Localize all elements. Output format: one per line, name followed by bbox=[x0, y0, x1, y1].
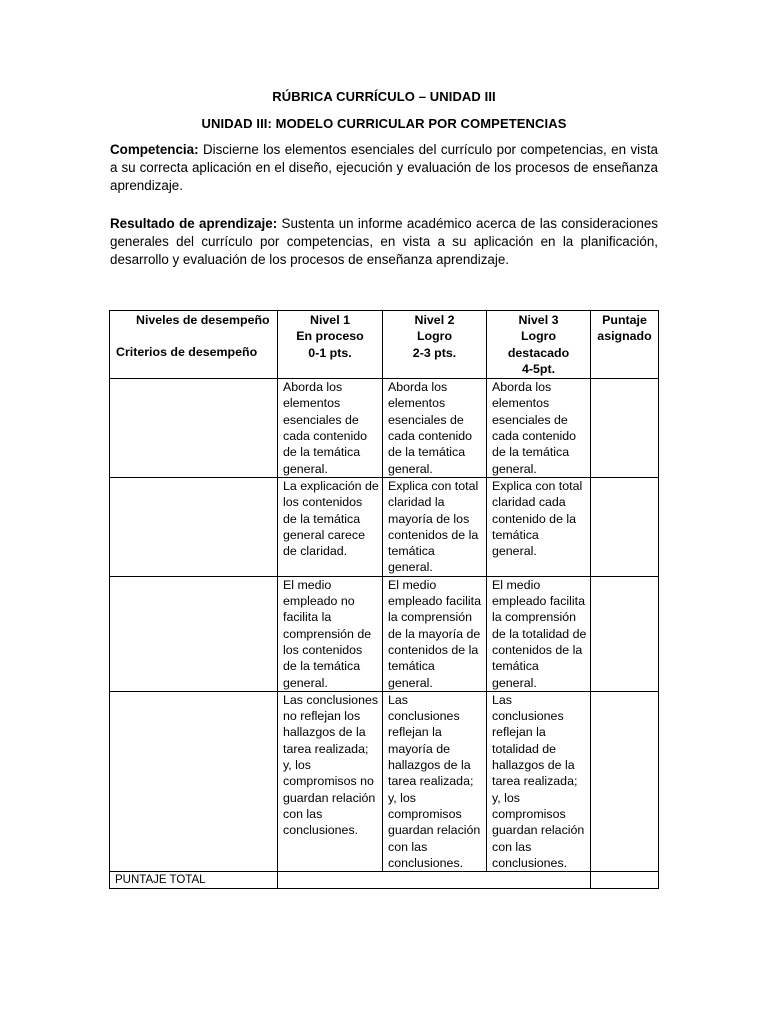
total-value-cell bbox=[591, 872, 659, 889]
nivel-3-cell: Explica con total claridad cada contenido de la temática general. bbox=[487, 477, 591, 576]
total-label: PUNTAJE TOTAL bbox=[110, 872, 278, 889]
puntaje-cell bbox=[591, 379, 659, 478]
header-puntaje: Puntaje asignado bbox=[591, 311, 659, 379]
nivel-1-cell: La explicación de los contenidos de la temática general carece de claridad. bbox=[278, 477, 383, 576]
total-row bbox=[110, 872, 659, 889]
nivel-2-cell: Las conclusiones reflejan la mayoría de hallazgos de la tarea realizada; y, los compromisos guardan relación con las conclusiones. bbox=[383, 691, 487, 871]
header-nivel-2: Nivel 2 Logro 2-3 pts. bbox=[383, 311, 487, 379]
nivel-1-cell: Las conclusiones no reflejan los hallazgos de la tarea realizada; y, los compromisos no guardan relación con las conclusiones. bbox=[278, 691, 383, 871]
header-nivel-3: Nivel 3 Logro destacado 4-5pt. bbox=[487, 311, 591, 379]
nivel-3-cell: Aborda los elementos esenciales de cada contenido de la temática general. bbox=[487, 379, 591, 478]
total-blank-cell bbox=[278, 872, 591, 889]
nivel-2-cell: Explica con total claridad la mayoría de los contenidos de la temática general. bbox=[383, 477, 487, 576]
puntaje-cell bbox=[591, 576, 659, 691]
table-row bbox=[110, 379, 659, 478]
table-row bbox=[110, 477, 659, 576]
puntaje-cell bbox=[591, 477, 659, 576]
table-row bbox=[110, 691, 659, 871]
competencia-paragraph bbox=[110, 141, 658, 195]
table-header-row bbox=[110, 311, 659, 379]
rubric-table bbox=[109, 310, 659, 889]
nivel-3-cell: Las conclusiones reflejan la totalidad de hallazgos de la tarea realizada; y, los compromisos guardan relación con las conclusiones. bbox=[487, 691, 591, 871]
header-criterios: Criterios de desempeño bbox=[116, 345, 258, 360]
criterio-cell bbox=[110, 379, 278, 478]
resultado-paragraph bbox=[110, 215, 658, 269]
header-niveles-criterios bbox=[110, 311, 278, 379]
nivel-2-cell: Aborda los elementos esenciales de cada contenido de la temática general. bbox=[383, 379, 487, 478]
resultado-label: Resultado de aprendizaje: bbox=[110, 216, 278, 231]
competencia-label: Competencia: bbox=[110, 142, 199, 157]
header-niveles: Niveles de desempeño bbox=[136, 313, 270, 327]
nivel-1-cell: El medio empleado no facilita la comprensión de los contenidos de la temática general. bbox=[278, 576, 383, 691]
nivel-2-cell: El medio empleado facilita la comprensión de la mayoría de contenidos de la temática general. bbox=[383, 576, 487, 691]
criterio-cell bbox=[110, 477, 278, 576]
document-title: RÚBRICA CURRÍCULO – UNIDAD III bbox=[272, 89, 496, 104]
nivel-1-cell: Aborda los elementos esenciales de cada contenido de la temática general. bbox=[278, 379, 383, 478]
puntaje-cell bbox=[591, 691, 659, 871]
criterio-cell bbox=[110, 691, 278, 871]
document-subtitle: UNIDAD III: MODELO CURRICULAR POR COMPETENCIAS bbox=[201, 116, 567, 131]
nivel-3-cell: El medio empleado facilita la comprensión de la totalidad de contenidos de la temática general. bbox=[487, 576, 591, 691]
header-nivel-1: Nivel 1 En proceso 0-1 pts. bbox=[278, 311, 383, 379]
competencia-text: Discierne los elementos esenciales del currículo por competencias, en vista a su correcta aplicación en el diseño, ejecución y evaluación de los procesos de enseñanza aprendizaje. bbox=[110, 142, 658, 193]
criterio-cell bbox=[110, 576, 278, 691]
table-row bbox=[110, 576, 659, 691]
resultado-text: Sustenta un informe académico acerca de las consideraciones generales del currículo por competencias, en vista a su aplicación en la planificación, desarrollo y evaluación de los procesos de enseñanza aprendizaje. bbox=[110, 216, 658, 267]
